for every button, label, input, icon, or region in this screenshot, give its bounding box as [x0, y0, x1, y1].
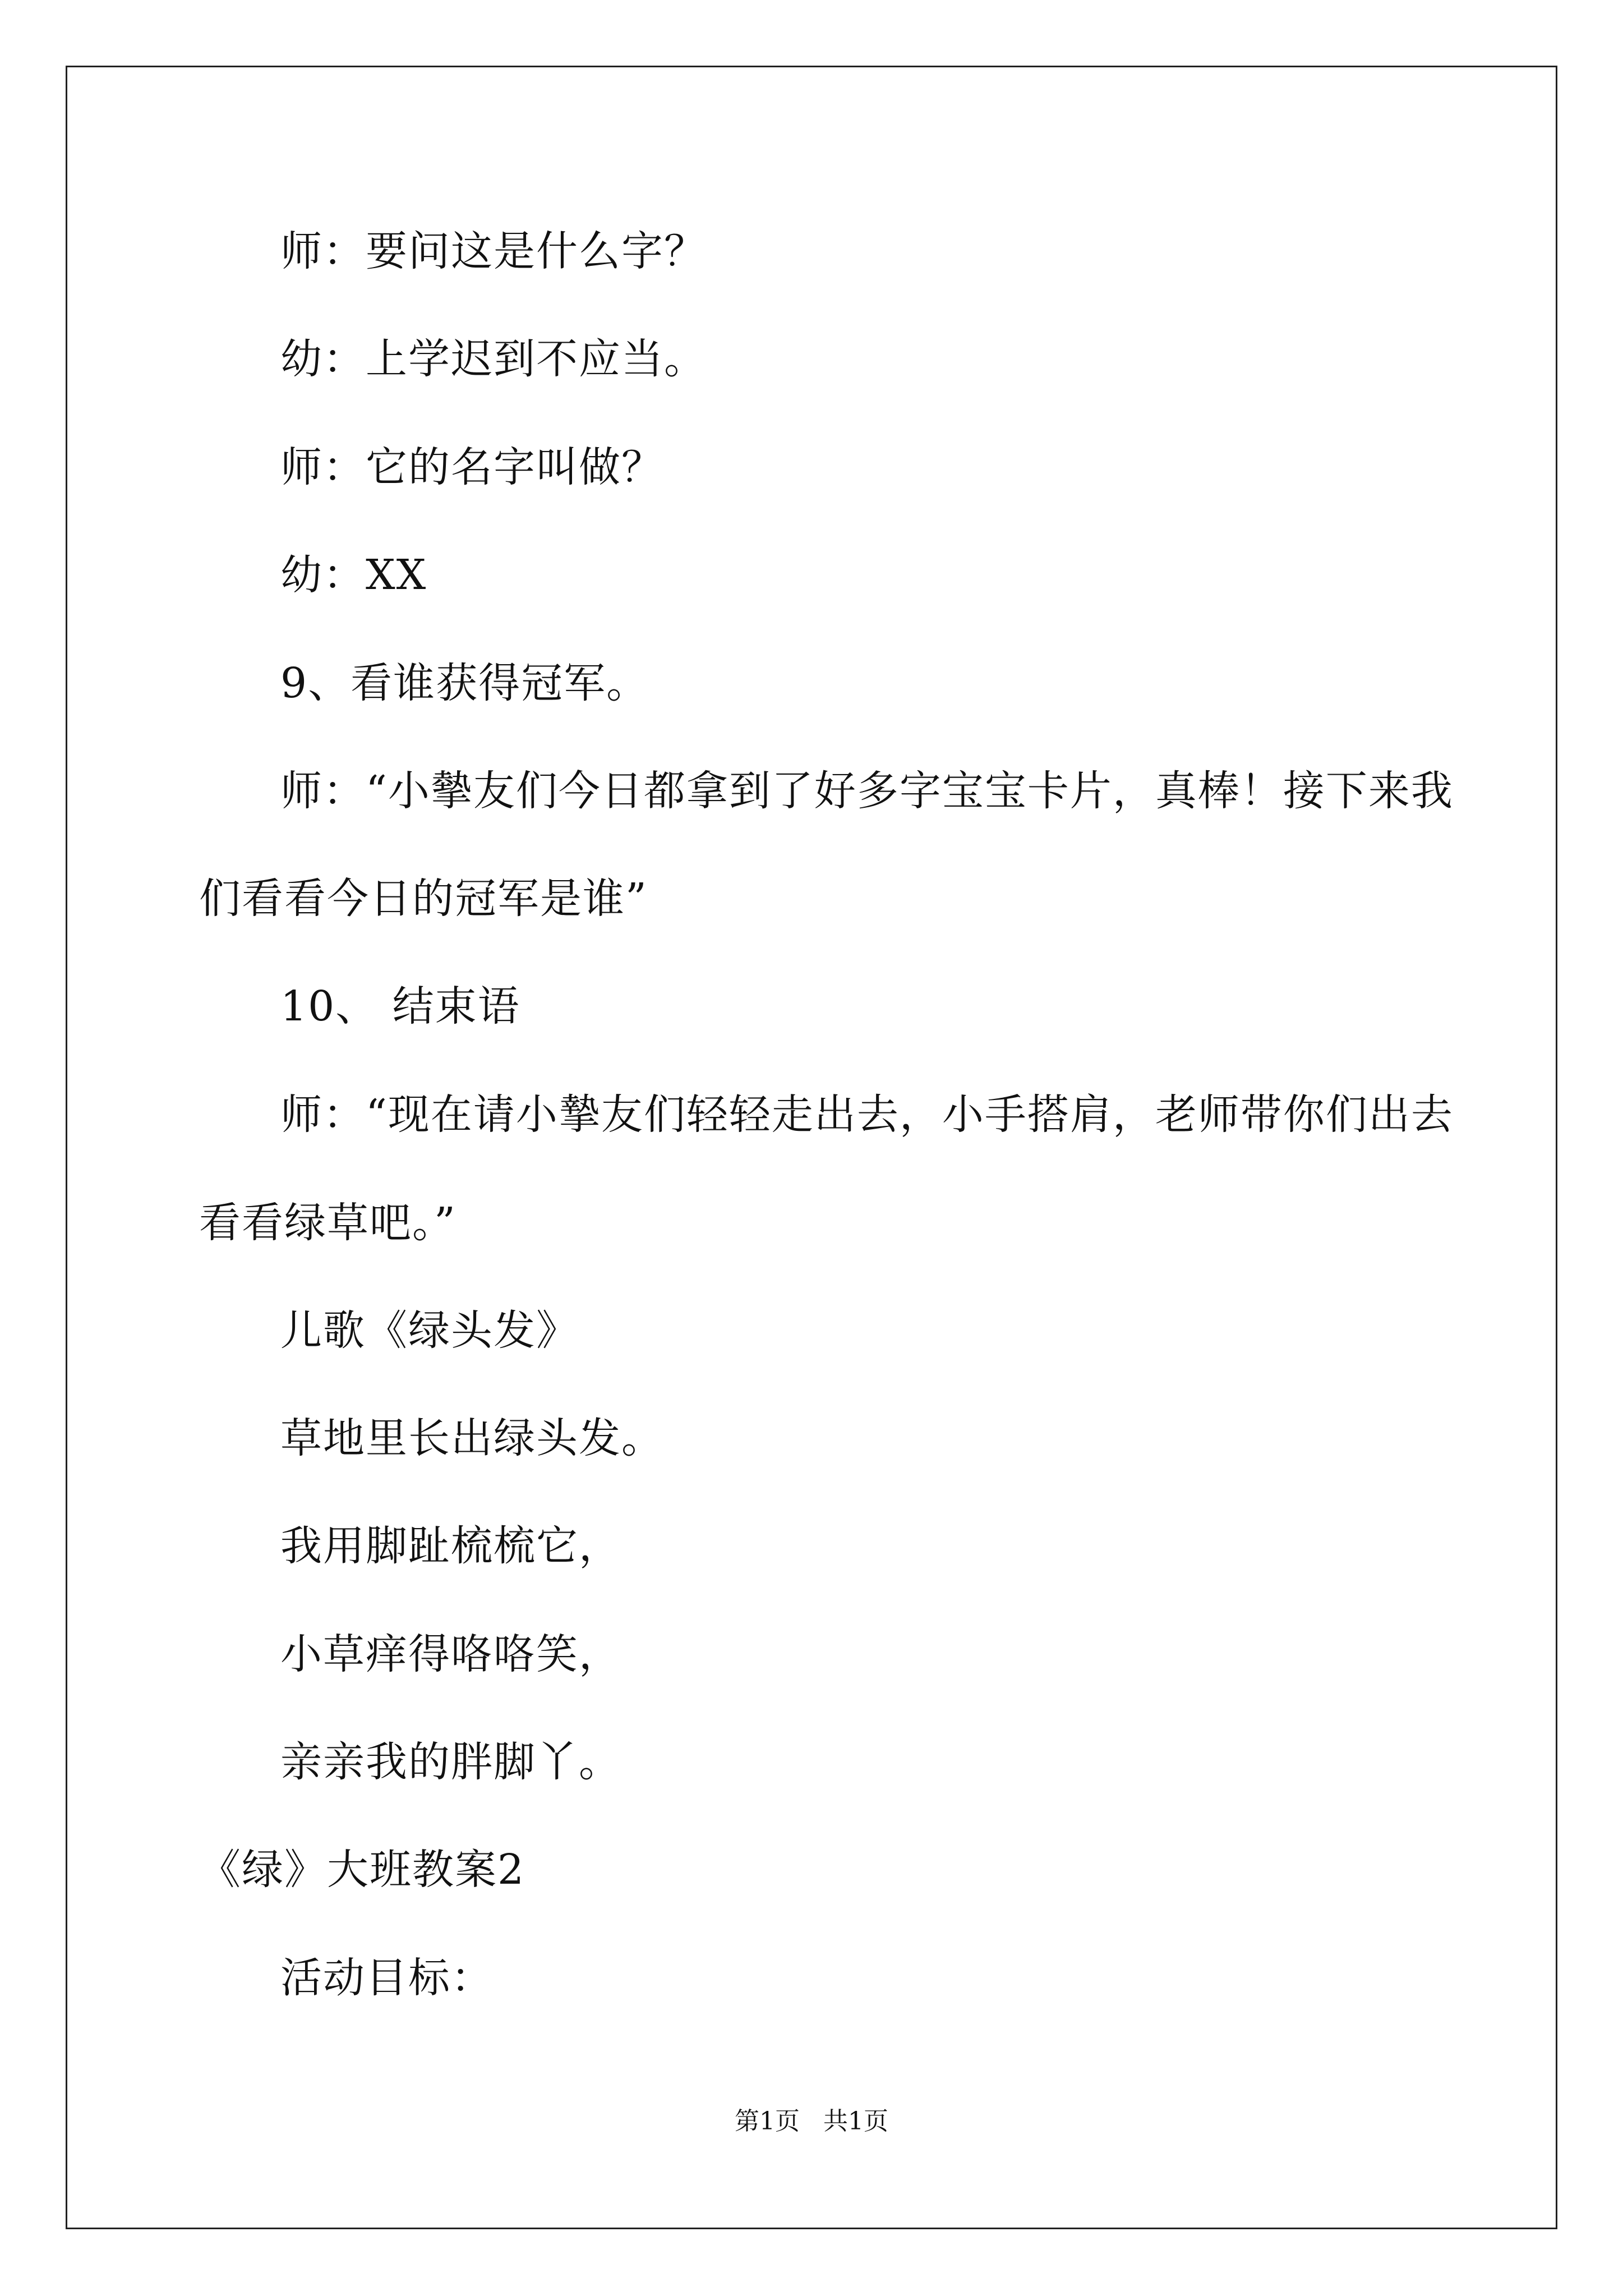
dialogue-line: 幼：上学迟到不应当。 [280, 335, 707, 383]
poem-line: 小草痒得咯咯笑， [280, 1630, 621, 1678]
paragraph-line: 师：“小摰友们今日都拿到了好多字宝宝卡片，真棒！接下来我 [280, 767, 1454, 815]
poem-title: 儿歌《绿头发》 [280, 1306, 579, 1355]
dialogue-line: 幼：XX [280, 551, 427, 599]
section-heading: 9、看谁获得冠军。 [280, 659, 649, 707]
page-border [66, 66, 1557, 2229]
paragraph-line: 看看绿草吧。” [199, 1199, 457, 1247]
dialogue-line: 师：要问这是什么字？ [280, 227, 707, 275]
section-heading: 10、 结束语 [280, 982, 520, 1030]
paragraph-line: 师：“现在请小摯友们轻轻走出去，小手搭肩，老师带你们出去 [280, 1091, 1454, 1139]
document-heading: 《绿》大班教案2 [199, 1846, 525, 1894]
poem-line: 草地里长出绿头发。 [280, 1414, 664, 1462]
section-heading: 活动目标： [280, 1954, 494, 2002]
poem-line: 亲亲我的胖脚丫。 [280, 1738, 621, 1786]
dialogue-line: 师：它的名字叫做？ [280, 443, 664, 491]
page-footer: 第1页 共1页 [735, 2107, 888, 2136]
paragraph-line: 们看看今日的冠军是谁” [199, 875, 648, 923]
poem-line: 我用脚趾梳梳它， [280, 1522, 621, 1570]
